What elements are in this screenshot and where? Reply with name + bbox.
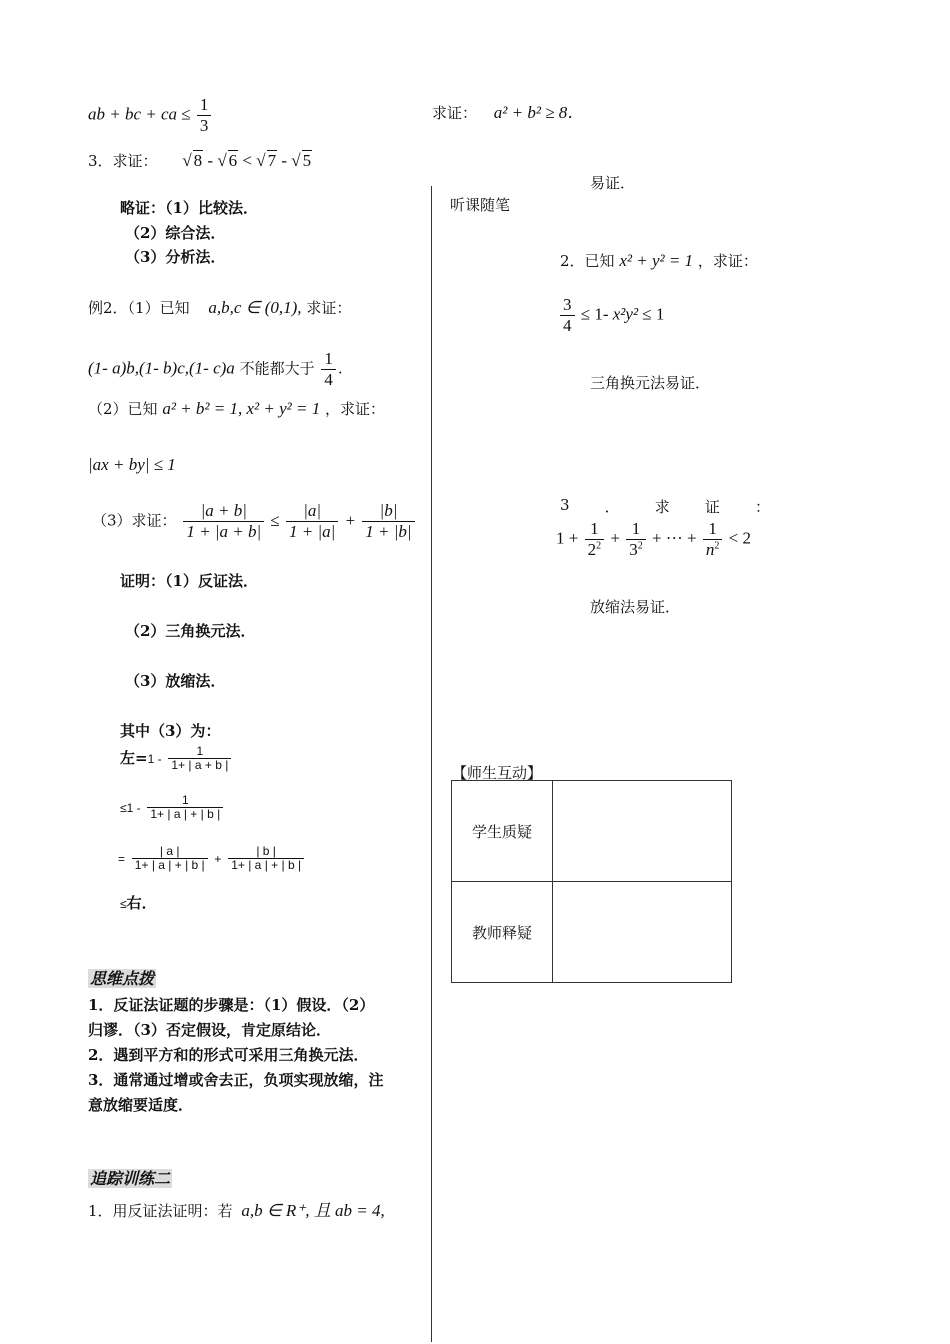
think-3b: 意放缩要适度． <box>88 1096 194 1114</box>
example-2-1: 例2．（1）已知 a,b,c ∈ (0,1), 求证： <box>88 298 352 317</box>
notes-label: 听课随笔 <box>450 196 511 214</box>
proof-line-1: 左=1 - $\frac{1}{1+ | a + b |}$ <box>120 745 233 773</box>
proof-3: （3）放缩法． <box>125 672 226 690</box>
think-title: 思维点拨 <box>90 969 155 988</box>
think-2: 2．遇到平方和的形式可采用三角换元法． <box>88 1046 369 1064</box>
example-2-2-expr: |ax + by| ≤ 1 <box>88 455 176 474</box>
proof-line-2: ≤1 - $\frac{1}{1+ | a | + | b |}$ <box>120 794 225 822</box>
problem-3-expression: √ 8 - √ 6 < √ 7 - √ 5 <box>182 151 312 170</box>
think-1: 1．反证法证题的步骤是：（1）假设．（2） <box>88 996 375 1014</box>
think-3: 3．通常通过增或舍去正，负项实现放缩，注 <box>88 1071 384 1089</box>
table-row <box>452 882 732 983</box>
ineq-top: ab + bc + ca ≤ $\frac{1}{3}$ <box>88 96 213 135</box>
example-2-2: （2）已知 a² + b² = 1, x² + y² = 1 ，求证： <box>88 399 385 418</box>
interaction-title: 【师生互动】 <box>452 764 543 782</box>
problem-3 <box>88 150 312 171</box>
teacher-answer-label: 教师释疑 <box>452 882 553 983</box>
teacher-answer-cell <box>553 882 732 983</box>
proof-where: 其中（3）为： <box>120 722 221 740</box>
proof-1: 证明：（1）反证法． <box>120 572 258 590</box>
right-q2-expr: $\frac{3}{4}$ ≤ 1- x²y² ≤ 1 <box>558 296 664 335</box>
student-question-label: 学生质疑 <box>452 781 553 882</box>
problem-3-label: 3．求证： <box>88 152 158 170</box>
student-question-cell <box>553 781 732 882</box>
think-1b: 归谬．（3）否定假设，肯定原结论． <box>88 1021 331 1039</box>
column-divider <box>431 186 432 1342</box>
right-q2: 2．已知 x² + y² = 1 ，求证： <box>560 251 758 270</box>
proof-line-3: = $\frac{| a |}{1+ | a | + | b |}$ + $\frac{| b |}{1+ | a | + | b |}$ <box>118 845 306 873</box>
interaction-table <box>451 780 732 983</box>
track-1: 1．用反证法证明：若 a,b ∈ R⁺, 且 ab = 4, <box>88 1201 385 1220</box>
proof-line-4: ≤右． <box>120 894 157 912</box>
sketch-title: 略证：（1）比较法． <box>120 199 258 217</box>
right-easy: 易证． <box>590 174 636 192</box>
right-q3-hint: 放缩法易证． <box>590 598 681 616</box>
right-q3-label: 3 ． 求 证 ： <box>560 496 770 516</box>
proof-2: （2）三角换元法． <box>125 622 256 640</box>
right-q3-expr: 1 + $\frac{1}{2^2}$ + $\frac{1}{3^2}$ + ··· + $\frac{1}{n^2}$ < 2 <box>556 519 751 559</box>
track-title: 追踪训练二 <box>90 1169 171 1188</box>
sketch-item-2: （2）综合法． <box>125 224 226 242</box>
right-q2-hint: 三角换元法易证． <box>590 374 711 392</box>
example-2-1-expr: (1- a)b,(1- b)c,(1- c)a 不能都大于 $\frac{1}{4}$ . <box>88 349 343 389</box>
right-req: 求证： a² + b² ≥ 8． <box>432 103 585 122</box>
example-2-3: （3）求证： $\frac{|a + b|}{1 + |a + b|}$ ≤ $\frac{|a|}{1 + |a|}$ + $\frac{|b|}{1 + |b|}$ <box>92 502 417 541</box>
sketch-item-3: （3）分析法． <box>125 248 226 266</box>
table-row <box>452 781 732 882</box>
